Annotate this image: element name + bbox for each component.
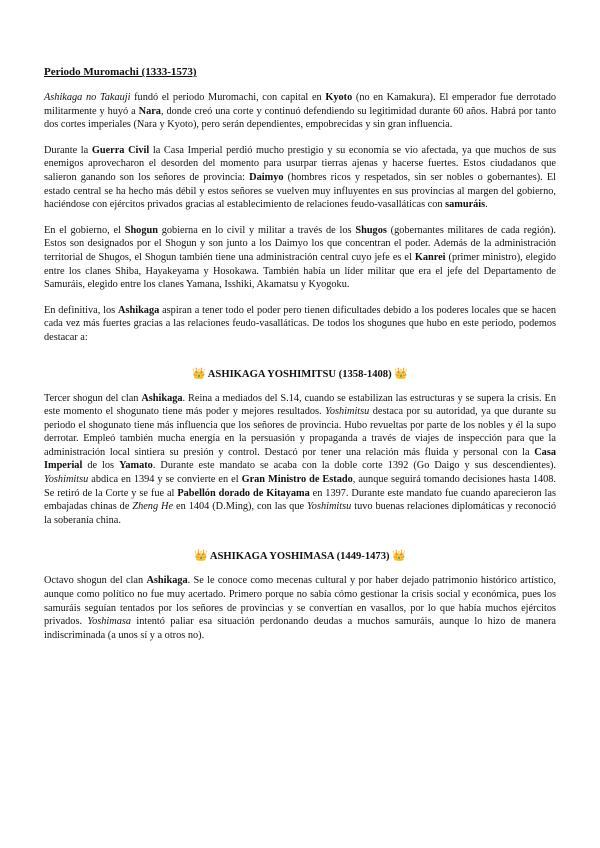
section-heading-yoshimitsu: 👑 ASHIKAGA YOSHIMITSU (1358-1408) 👑 [192, 367, 408, 380]
paragraph-takauji: Ashikaga no Takauji fundó el periodo Muromachi, con capital en Kyoto (no en Kamakura). El emperador fue derrotado militarmente y huyó a Nara, donde creó una corte y continuó defendiendo su legitimidad durante 60 años. Habrá por tanto dos cortes imperiales (Nara y Kyoto), pero serán dependientes, empobrecidas y sin gran influencia. [44, 92, 556, 131]
crown-icon: 👑 [394, 367, 408, 380]
paragraph-summary: En definitiva, los Ashikaga aspiran a tener todo el poder pero tienen dificultades debido a los poderes locales que se hacen cada vez más fuertes gracias a las relaciones feudo-vasalláticas. De todos los shogunes que hubo en este periodo, podemos destacar a: [44, 304, 556, 343]
crown-icon: 👑 [392, 550, 406, 563]
term-kanrei: Kanrei [414, 251, 446, 263]
name-takauji: Ashikaga no Takauji [44, 92, 131, 103]
paragraph-yoshimasa: Octavo shogun del clan Ashikaga. Se le conoce como mecenas cultural y por haber dejado patrimonio histórico artístico, aunque como político no fue muy acertado. Primero porque no sabía cómo gestionar la crisis social y económica, pues los samuráis seguían tentados por los señores de provincias y se convertían en vasallos, por lo que había muchos ejércitos privados. Yoshimasa intentó paliar esa situación perdonando deudas a muchos samuráis, aunque lo hizo de manera indiscriminada (a unos sí y a otros no). [44, 575, 557, 641]
term-guerra-civil: Guerra Civil [91, 144, 150, 156]
term-shugos: Shugos [355, 224, 387, 236]
term-samurais: samuráis [445, 199, 486, 211]
document-page [44, 66, 556, 654]
term-nara: Nara [138, 105, 161, 117]
document-title: Periodo Muromachi (1333-1573) [44, 66, 197, 78]
paragraph-government: En el gobierno, el Shogun gobierna en lo civil y militar a través de los Shugos (gobernantes militares de cada región). Estos son designados por el Shogun y son junto a los Daimyo los que concentran el poder. Además de la administración territorial de Shugos, el Shogun también tiene una administración central cuyo jefe es el Kanrei (primer ministro), elegido entre los clanes Shiba, Hayakeyama y Hosokawa. También había un líder militar que era el jefe del Departamento de Samuráis, elegido entre los clanes Yamana, Isshiki, Akamatsu y Kyogoku. [44, 224, 556, 291]
term-daimyo: Daimyo [249, 171, 284, 183]
paragraph-yoshimitsu: Tercer shogun del clan Ashikaga. Reina a mediados del S.14, cuando se estabilizan las estructuras y se supera la crisis. En este momento el shogunato tiene más poder y mejores resultados. Yoshimitsu destaca por su autoridad, ya que durante su periodo el shogunato tiene más influencia que los señores de provincia. Hubo revueltas por parte de los nobles y él la supo derrotar. Empleó también mucha energía en la persuasión y propaganda a través de viajes de inspección para que la administración local sintiera su presión y control. Destacó por tener una relación más fluida y personal con la Casa Imperial de los Yamato. Durante este mandato se acaba con la doble corte 1392 (Go Daigo y sus descendientes). Yoshimitsu abdica en 1394 y se convierte en el Gran Ministro de Estado, aunque seguirá tomando decisiones hasta 1408. Se retiró de la Corte y se fue al Pabellón dorado de Kitayama en 1397. Durante este mandato fue cuando aparecieron las embajadas chinas de Zheng He en 1404 (D.Ming), con las que Yoshimitsu tuvo buenas relaciones diplomáticas y reconoció la soberanía china. [44, 392, 557, 526]
crown-icon: 👑 [192, 367, 206, 380]
crown-icon: 👑 [194, 550, 208, 563]
paragraph-civil-war: Durante la Guerra Civil la Casa Imperial perdió mucho prestigio y su economía se vio afectada, ya que muchos de sus enemigos aprovecharon el desorden del momento para usurpar tierras ajenas y hacerse fuertes. Estos ciudadanos que salieron ganando son los señores de provincia: Daimyo (hombres ricos y respetados, sin ser nobles o gobernantes). El estado central se ha hecho más débil y estos señores se vuelven muy influyentes en sus provincias al margen del gobierno, haciéndose con ejércitos privados gracias al establecimiento de relaciones feudo-vasalláticas con samuráis. [44, 144, 556, 211]
term-shogun: Shogun [124, 224, 158, 236]
section-heading-yoshimasa: 👑 ASHIKAGA YOSHIMASA (1449-1473) 👑 [194, 550, 406, 563]
term-ashikaga: Ashikaga [118, 304, 160, 316]
term-kyoto: Kyoto [325, 92, 353, 103]
